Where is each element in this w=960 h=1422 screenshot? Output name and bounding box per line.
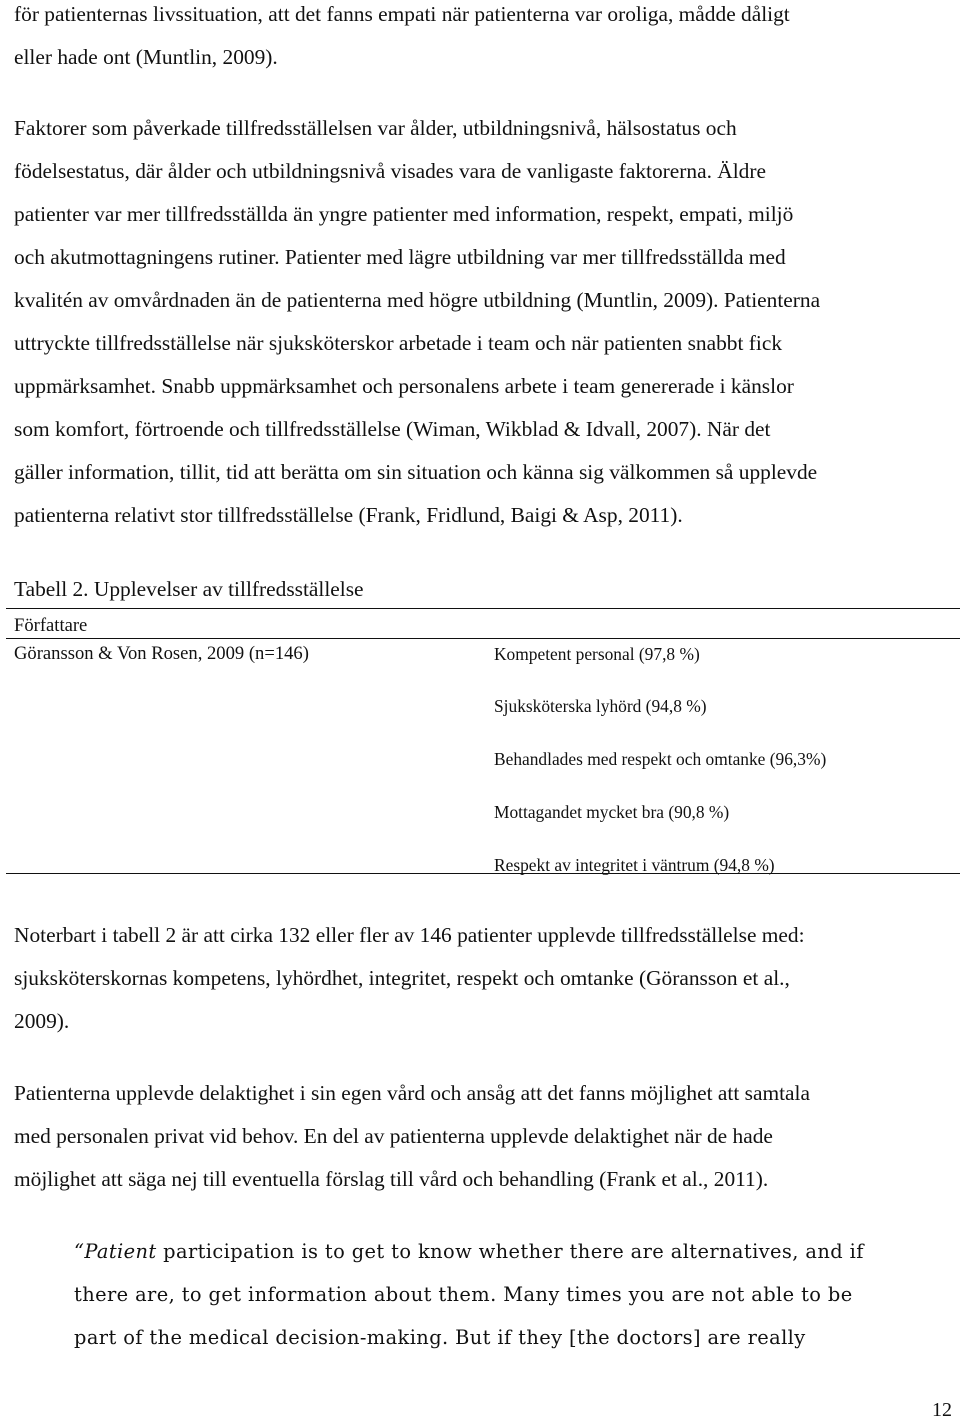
quote-italic-word: “Patient — [74, 1240, 157, 1263]
paragraph-table-note — [14, 914, 949, 1043]
quote-line: there are, to get information about them. Many times you are not able to be — [74, 1283, 853, 1306]
text-line: möjlighet att säga nej till eventuella förslag till vård och behandling (Frank et al., 2011). — [14, 1167, 769, 1191]
table-cell-experience: Respekt av integritet i väntrum (94,8 %) — [494, 855, 775, 875]
table-bottom-rule — [6, 873, 960, 874]
text-line: gäller information, tillit, tid att berätta om sin situation och känna sig välkommen så upplevde — [14, 460, 818, 484]
paragraph-top — [14, 0, 949, 79]
text-line: och akutmottagningens rutiner. Patienter med lägre utbildning var mer tillfredsställda med — [14, 245, 786, 269]
quote-line: part of the medical decision-making. But if they [the doctors] are really — [74, 1326, 806, 1349]
block-quote — [74, 1230, 874, 1359]
text-line: för patienternas livssituation, att det fanns empati när patienterna var oroliga, mådde dåligt — [14, 2, 790, 26]
text-line: som komfort, förtroende och tillfredsställelse (Wiman, Wikblad & Idvall, 2007). När det — [14, 417, 771, 441]
table-header-author: Författare — [14, 615, 88, 636]
text-line: patienter var mer tillfredsställda än yngre patienter med information, respekt, empati, miljö — [14, 202, 794, 226]
paragraph-satisfaction-factors — [14, 107, 949, 537]
text-line: eller hade ont (Muntlin, 2009). — [14, 45, 278, 69]
table-cell-experience: Behandlades med respekt och omtanke (96,3%) — [494, 749, 827, 769]
text-line: uppmärksamhet. Snabb uppmärksamhet och personalens arbete i team genererade i känslor — [14, 374, 794, 398]
text-line: 2009). — [14, 1009, 70, 1033]
table-caption: Tabell 2. Upplevelser av tillfredsställelse — [14, 577, 364, 601]
table-cell-author: Göransson & Von Rosen, 2009 (n=146) — [14, 643, 309, 664]
text-line: Patienterna upplevde delaktighet i sin egen vård och ansåg att det fanns möjlighet att samtala — [14, 1081, 810, 1105]
text-line: uttryckte tillfredsställelse när sjuksköterskor arbetade i team och när patienten snabbt fick — [14, 331, 783, 355]
text-line: sjuksköterskornas kompetens, lyhördhet, integritet, respekt och omtanke (Göransson et al., — [14, 966, 790, 990]
text-line: med personalen privat vid behov. En del av patienterna upplevde delaktighet när de hade — [14, 1124, 773, 1148]
page-number: 12 — [932, 1399, 952, 1421]
table-header-rule — [6, 638, 960, 639]
table-top-rule — [6, 608, 960, 609]
quote-line-text: participation is to get to know whether there are alternatives, and if — [156, 1240, 864, 1263]
text-line: Faktorer som påverkade tillfredsställelsen var ålder, utbildningsnivå, hälsostatus och — [14, 116, 737, 140]
paragraph-participation — [14, 1072, 949, 1201]
text-line: födelsestatus, där ålder och utbildningsnivå visades vara de vanligaste faktorerna. Äldre — [14, 159, 766, 183]
text-line: kvalitén av omvårdnaden än de patienterna med högre utbildning (Muntlin, 2009). Patienterna — [14, 288, 821, 312]
table-cell-experience: Mottagandet mycket bra (90,8 %) — [494, 802, 730, 822]
table-cell-experience: Sjuksköterska lyhörd (94,8 %) — [494, 696, 707, 716]
table-cell-experience: Kompetent personal (97,8 %) — [494, 644, 700, 664]
text-line: Noterbart i tabell 2 är att cirka 132 eller fler av 146 patienter upplevde tillfredsställelse med: — [14, 923, 805, 947]
quote-line — [74, 1230, 874, 1273]
text-line: patienterna relativt stor tillfredsställelse (Frank, Fridlund, Baigi & Asp, 2011). — [14, 503, 683, 527]
